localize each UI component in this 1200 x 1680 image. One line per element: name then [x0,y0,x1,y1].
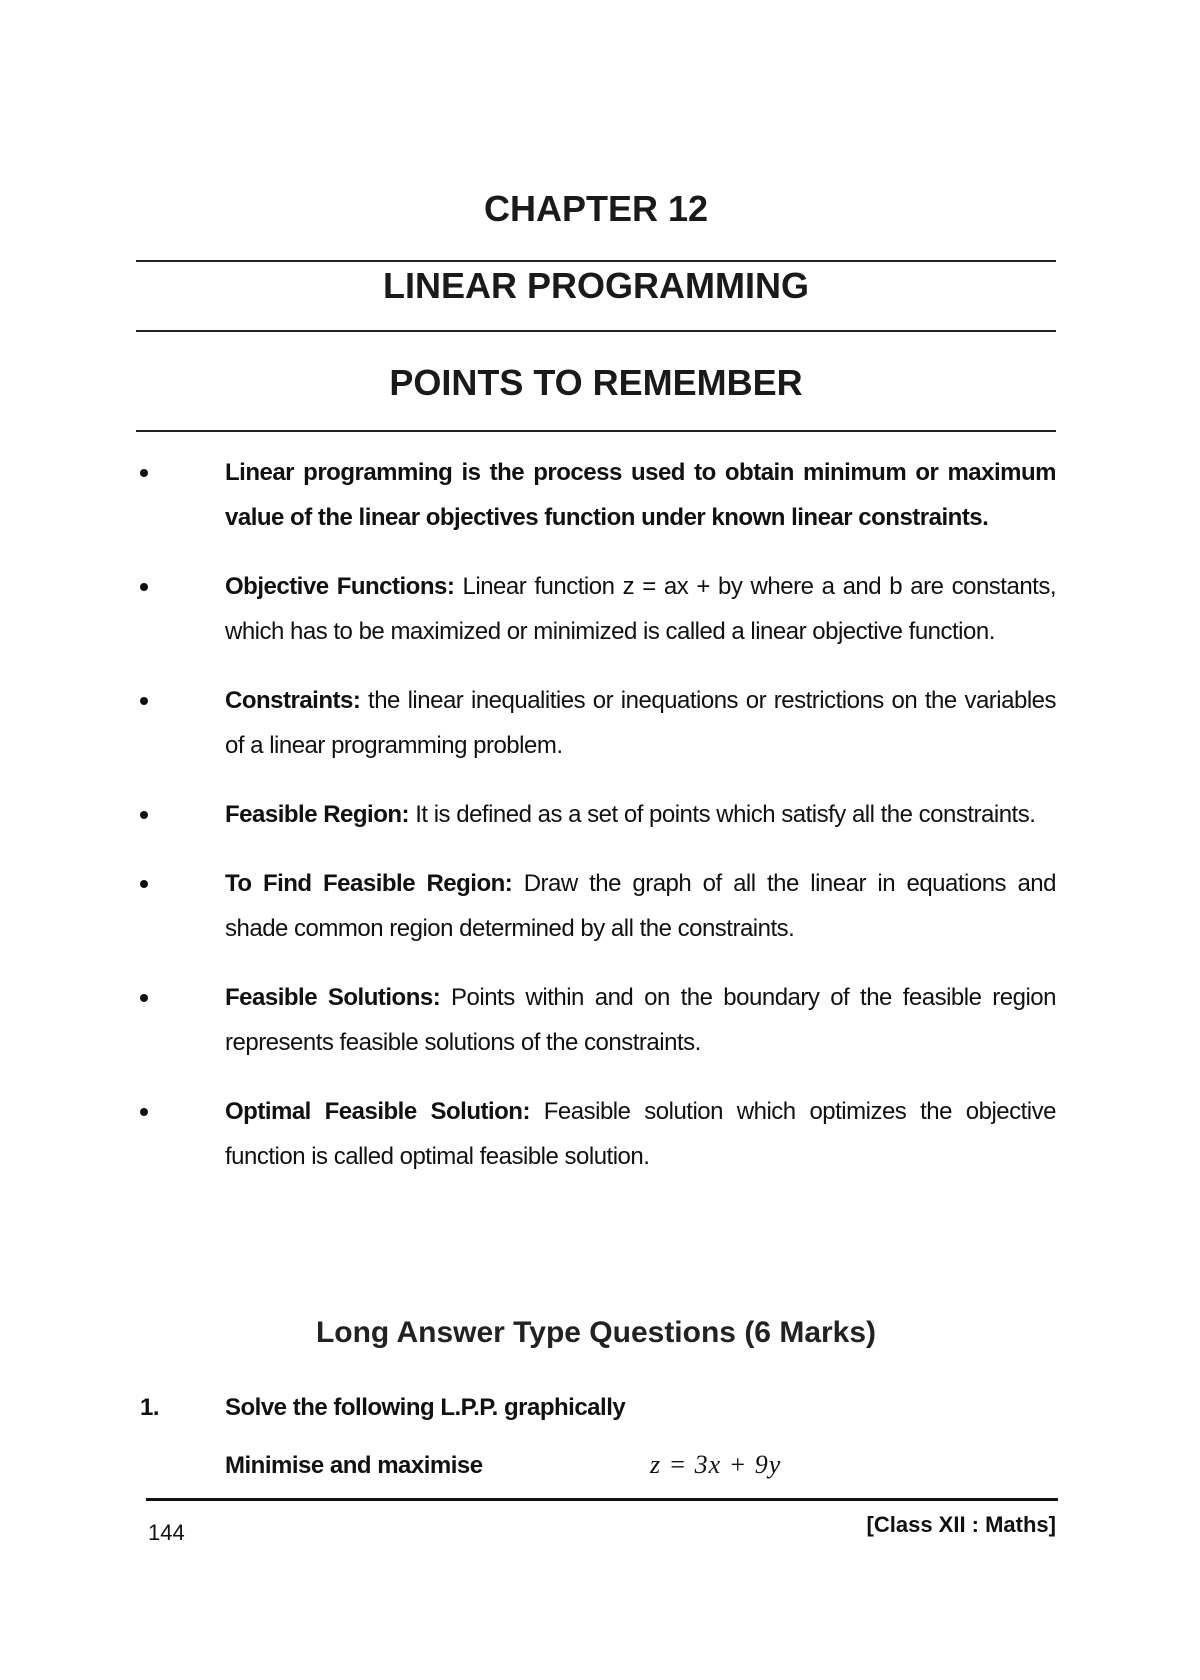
list-item [136,678,1056,768]
list-item [136,792,1056,837]
footer-rule [146,1498,1058,1501]
chapter-title: LINEAR PROGRAMMING [383,265,809,306]
question-text: Solve the following L.P.P. graphically [225,1394,626,1421]
questions-heading: Long Answer Type Questions (6 Marks) [315,1316,877,1349]
point-term: Feasible Solutions: [225,984,441,1011]
point-text: It is defined as a set of points which satisfy all the constraints. [409,801,1036,828]
divider-rule [136,430,1056,432]
point-term: Objective Functions: [225,573,455,600]
point-text: Draw the graph of all the linear in equations and shade common region determined by all the constraints. [225,870,1057,942]
point-text: Points within and on the boundary of the feasible region represents feasible solutions of the constraints. [225,984,1056,1056]
divider-rule [136,330,1056,332]
point-text: the linear inequalities or inequations or restrictions on the variables of a linear programming problem. [225,687,1056,759]
bullet-icon [140,811,148,819]
list-item [136,450,1056,540]
bullet-icon [140,994,148,1002]
footer-tag: [Class XII : Maths] [866,1512,1056,1537]
objective-formula: z = 3x + 9y [650,1450,782,1479]
bullet-icon [140,469,148,477]
page-number: 144 [148,1520,185,1545]
point-text: Feasible solution which optimizes the objective function is called optimal feasible solution. [225,1098,1056,1170]
list-item [136,975,1056,1065]
points-list [136,450,1056,1203]
point-term: Constraints: [225,687,361,714]
list-item [136,1089,1056,1179]
point-text: Linear programming is the process used to obtain minimum or maximum value of the linear objectives function under known linear constraints. [225,459,1056,531]
question-number: 1. [140,1394,160,1421]
bullet-icon [140,1108,148,1116]
bullet-icon [140,880,148,888]
point-term: To Find Feasible Region: [225,870,513,897]
point-text: Linear function z = ax + by where a and b are constants, which has to be maximized or minimized is called a linear objective function. [225,573,1056,645]
chapter-number: CHAPTER 12 [483,188,709,229]
point-term: Optimal Feasible Solution: [225,1098,530,1125]
bullet-icon [140,583,148,591]
point-term: Feasible Region: [225,801,410,828]
question-instruction: Minimise and maximise [225,1452,483,1479]
section-title: POINTS TO REMEMBER [389,362,803,403]
list-item [136,861,1056,951]
bullet-icon [140,697,148,705]
list-item [136,564,1056,654]
divider-rule [136,260,1056,262]
